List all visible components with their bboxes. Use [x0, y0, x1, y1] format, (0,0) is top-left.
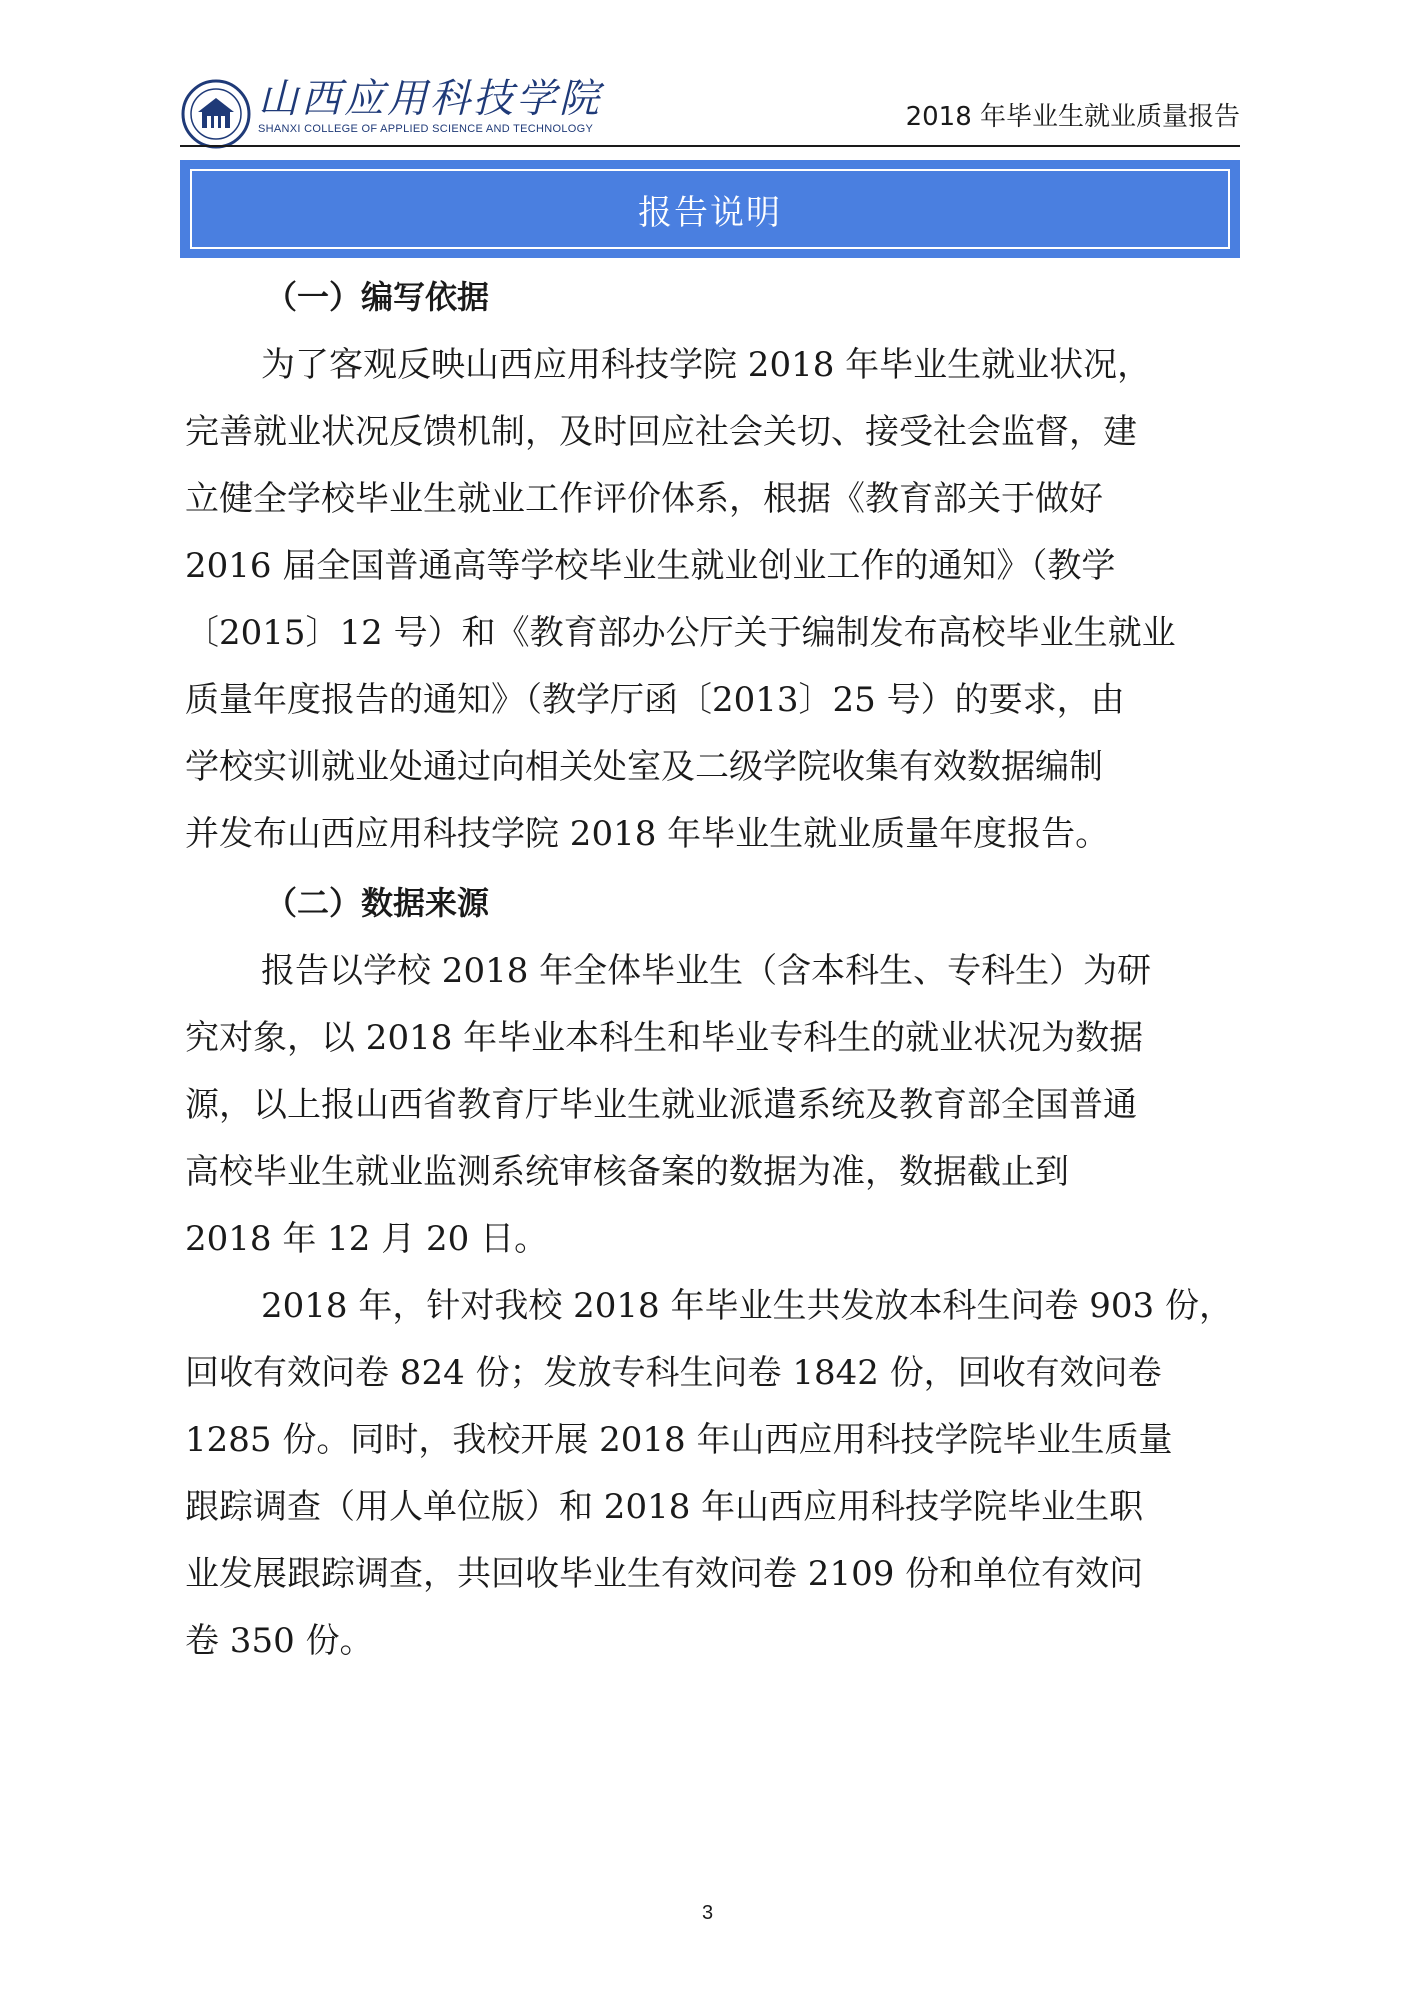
section-heading-basis: （一）编写依据: [265, 278, 490, 316]
text-line: 卷 350 份。: [185, 1621, 374, 1661]
text-line: 1285 份。同时，我校开展 2018 年山西应用科技学院毕业生质量: [185, 1420, 1173, 1460]
banner-frame: [190, 169, 1230, 249]
text-line: 高校毕业生就业监测系统审核备案的数据为准，数据截止到: [185, 1152, 1069, 1192]
section-banner: [180, 160, 1240, 258]
paragraph-basis: [185, 332, 1245, 868]
school-logo-text: [258, 76, 602, 136]
school-name-cn: 山西应用科技学院: [258, 76, 602, 122]
text-line: 学校实训就业处通过向相关处室及二级学院收集有效数据编制: [185, 747, 1103, 787]
school-name-en: SHANXI COLLEGE OF APPLIED SCIENCE AND TECHNOLOGY: [258, 123, 594, 135]
report-body: [185, 262, 1245, 1675]
text-line: 为了客观反映山西应用科技学院 2018 年毕业生就业状况，: [261, 345, 1152, 385]
banner-title: 报告说明: [638, 192, 782, 233]
text-line: 源，以上报山西省教育厅毕业生就业派遣系统及教育部全国普通: [185, 1085, 1137, 1125]
text-line: 并发布山西应用科技学院 2018 年毕业生就业质量年度报告。: [185, 814, 1110, 854]
text-line: 〔2015〕12 号）和《教育部办公厅关于编制发布高校毕业生就业: [185, 613, 1176, 653]
text-line: 报告以学校 2018 年全体毕业生（含本科生、专科生）为研: [261, 951, 1152, 991]
text-line: 完善就业状况反馈机制，及时回应社会关切、接受社会监督，建: [185, 412, 1137, 452]
report-title: 2018 年毕业生就业质量报告: [905, 102, 1240, 132]
page-number: 3: [701, 1902, 714, 1924]
text-line: 质量年度报告的通知》（教学厅函〔2013〕25 号）的要求，由: [185, 680, 1125, 720]
text-line: 2018 年 12 月 20 日。: [185, 1219, 549, 1259]
school-logo-icon: [180, 78, 252, 150]
section-heading-data-source: （二）数据来源: [265, 884, 490, 922]
text-line: 跟踪调查（用人单位版）和 2018 年山西应用科技学院毕业生职: [185, 1487, 1144, 1527]
page-header: [180, 72, 1240, 142]
text-line: 究对象，以 2018 年毕业本科生和毕业专科生的就业状况为数据: [185, 1018, 1144, 1058]
paragraph-data-scope: [185, 938, 1245, 1273]
text-line: 立健全学校毕业生就业工作评价体系，根据《教育部关于做好: [185, 479, 1103, 519]
paragraph-survey: [185, 1273, 1245, 1675]
header-divider: [180, 145, 1240, 147]
text-line: 2016 届全国普通高等学校毕业生就业创业工作的通知》（教学: [185, 546, 1116, 586]
text-line: 回收有效问卷 824 份；发放专科生问卷 1842 份，回收有效问卷: [185, 1353, 1162, 1393]
text-line: 2018 年，针对我校 2018 年毕业生共发放本科生问卷 903 份，: [261, 1286, 1233, 1326]
text-line: 业发展跟踪调查，共回收毕业生有效问卷 2109 份和单位有效问: [185, 1554, 1144, 1594]
